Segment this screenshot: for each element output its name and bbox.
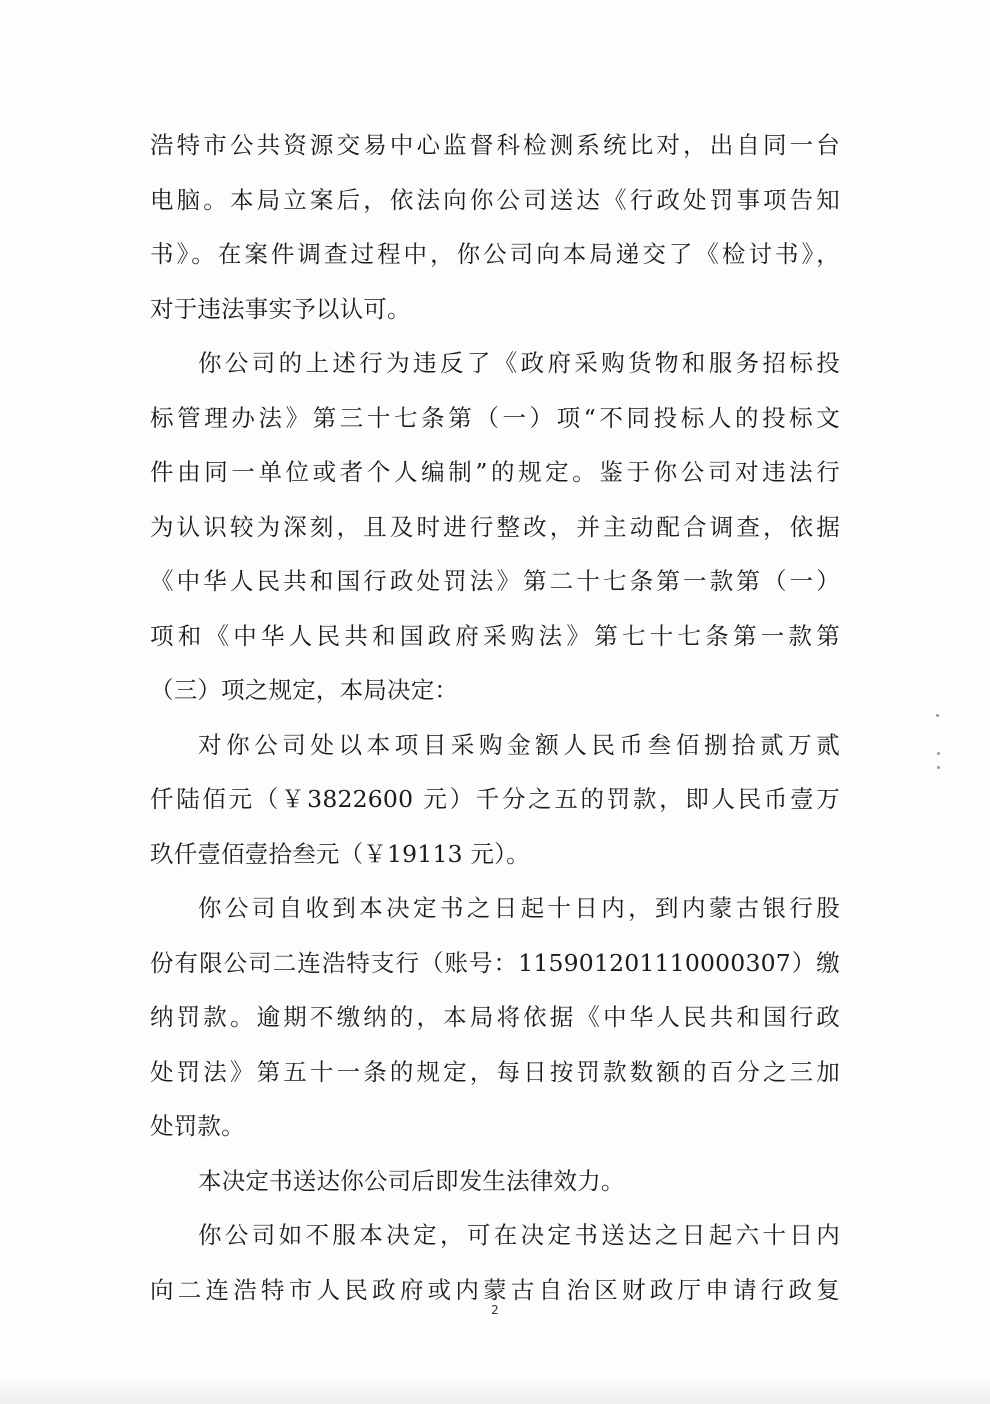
- scan-edge-shadow: [0, 1378, 990, 1404]
- text-line: 标管理办法》第三十七条第（一）项“不同投标人的投标文: [150, 403, 840, 432]
- text-line: 处罚款。: [150, 1112, 245, 1140]
- text-line: 纳罚款。逾期不缴纳的，本局将依据《中华人民共和国行政: [150, 1003, 840, 1031]
- scan-speck: [937, 752, 940, 755]
- paragraph-start-line: 你公司如不服本决定，可在决定书送达之日起六十日内: [198, 1221, 840, 1249]
- scan-speck: [937, 766, 940, 769]
- text-line: 份有限公司二连浩特支行（账号：115901201110000307）缴: [150, 948, 840, 977]
- text-line: 件由同一单位或者个人编制”的规定。鉴于你公司对违法行: [150, 458, 840, 486]
- text-line: 对于违法事实予以认可。: [150, 294, 411, 323]
- paragraph-start-line: 本决定书送达你公司后即发生法律效力。: [198, 1166, 625, 1195]
- text-line: 书》。在案件调查过程中，你公司向本局递交了《检讨书》，: [150, 240, 840, 268]
- paragraph-start-line: 对你公司处以本项目采购金额人民币叁佰捌拾贰万贰: [198, 730, 840, 759]
- page-number: 2: [491, 1303, 499, 1317]
- document-body: [150, 118, 840, 1317]
- text-line: 向二连浩特市人民政府或内蒙古自治区财政厅申请行政复: [150, 1275, 840, 1304]
- text-line: 仟陆佰元（￥3822600 元）千分之五的罚款，即人民币壹万: [150, 785, 840, 813]
- text-line: 《中华人民共和国行政处罚法》第二十七条第一款第（一）: [150, 567, 840, 595]
- text-line: （三）项之规定，本局决定：: [150, 676, 459, 704]
- scan-speck: [936, 714, 939, 717]
- paragraph-start-line: 你公司自收到本决定书之日起十日内，到内蒙古银行股: [198, 894, 840, 922]
- paragraph-start-line: 你公司的上述行为违反了《政府采购货物和服务招标投: [198, 349, 840, 377]
- text-line: 项和《中华人民共和国政府采购法》第七十七条第一款第: [150, 621, 840, 650]
- text-line: 浩特市公共资源交易中心监督科检测系统比对，出自同一台: [150, 131, 840, 159]
- text-line: 玖仟壹佰壹拾叁元（￥19113 元）。: [150, 839, 530, 868]
- text-line: 处罚法》第五十一条的规定，每日按罚款数额的百分之三加: [150, 1057, 840, 1086]
- text-line: 为认识较为深刻，且及时进行整改，并主动配合调查，依据: [150, 512, 840, 541]
- text-line: 电脑。本局立案后，依法向你公司送达《行政处罚事项告知: [150, 185, 840, 214]
